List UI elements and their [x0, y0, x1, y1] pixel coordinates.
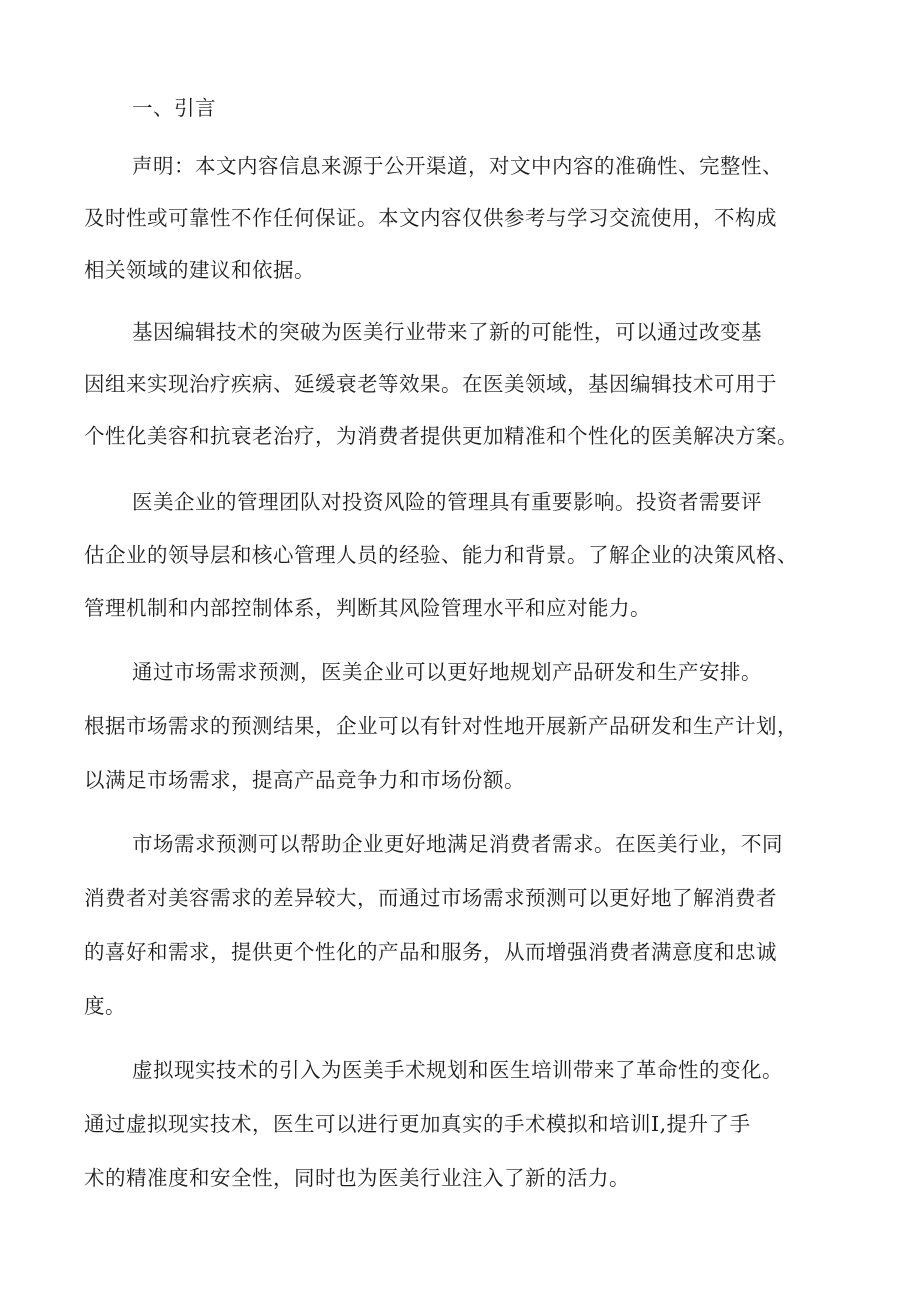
paragraph-line: 虚拟现实技术的引入为医美手术规划和医生培训带来了革命性的变化。	[132, 1058, 783, 1082]
paragraph-line: 医美企业的管理团队对投资风险的管理具有重要影响。投资者需要评	[132, 490, 762, 514]
paragraph-line: 消费者对美容需求的差异较大，而通过市场需求预测可以更好地了解消费者	[84, 886, 777, 910]
paragraph-line: 及时性或可靠性不作任何保证。本文内容仅供参考与学习交流使用，不构成	[84, 206, 777, 230]
paragraph-line: 术的精准度和安全性，同时也为医美行业注入了新的活力。	[84, 1166, 630, 1190]
paragraph-line: 度。	[84, 994, 126, 1018]
paragraph-line: 根据市场需求的预测结果，企业可以有针对性地开展新产品研发和生产计划，	[84, 714, 798, 738]
paragraph-line: 通过虚拟现实技术，医生可以进行更加真实的手术模拟和培训I,提升了手	[84, 1112, 751, 1136]
paragraph-line: 的喜好和需求，提供更个性化的产品和服务，从而增强消费者满意度和忠诚	[84, 940, 777, 964]
paragraph-line: 个性化美容和抗衰老治疗，为消费者提供更加精准和个性化的医美解决方案。	[84, 424, 798, 448]
paragraph-line: 声明：本文内容信息来源于公开渠道，对文中内容的准确性、完整性、	[132, 154, 783, 178]
paragraph-line: 市场需求预测可以帮助企业更好地满足消费者需求。在医美行业，不同	[132, 832, 783, 856]
section-heading: 一、引言	[132, 96, 216, 120]
paragraph-line: 因组来实现治疗疾病、延缓衰老等效果。在医美领域，基因编辑技术可用于	[84, 372, 777, 396]
paragraph-line: 估企业的领导层和核心管理人员的经验、能力和背景。了解企业的决策风格、	[84, 543, 798, 567]
paragraph-line: 基因编辑技术的突破为医美行业带来了新的可能性，可以通过改变基	[132, 320, 762, 344]
paragraph-line: 通过市场需求预测，医美企业可以更好地规划产品研发和生产安排。	[132, 660, 762, 684]
paragraph-line: 相关领域的建议和依据。	[84, 258, 315, 282]
paragraph-line: 管理机制和内部控制体系，判断其风险管理水平和应对能力。	[84, 596, 651, 620]
paragraph-line: 以满足市场需求，提高产品竞争力和市场份额。	[84, 768, 525, 792]
